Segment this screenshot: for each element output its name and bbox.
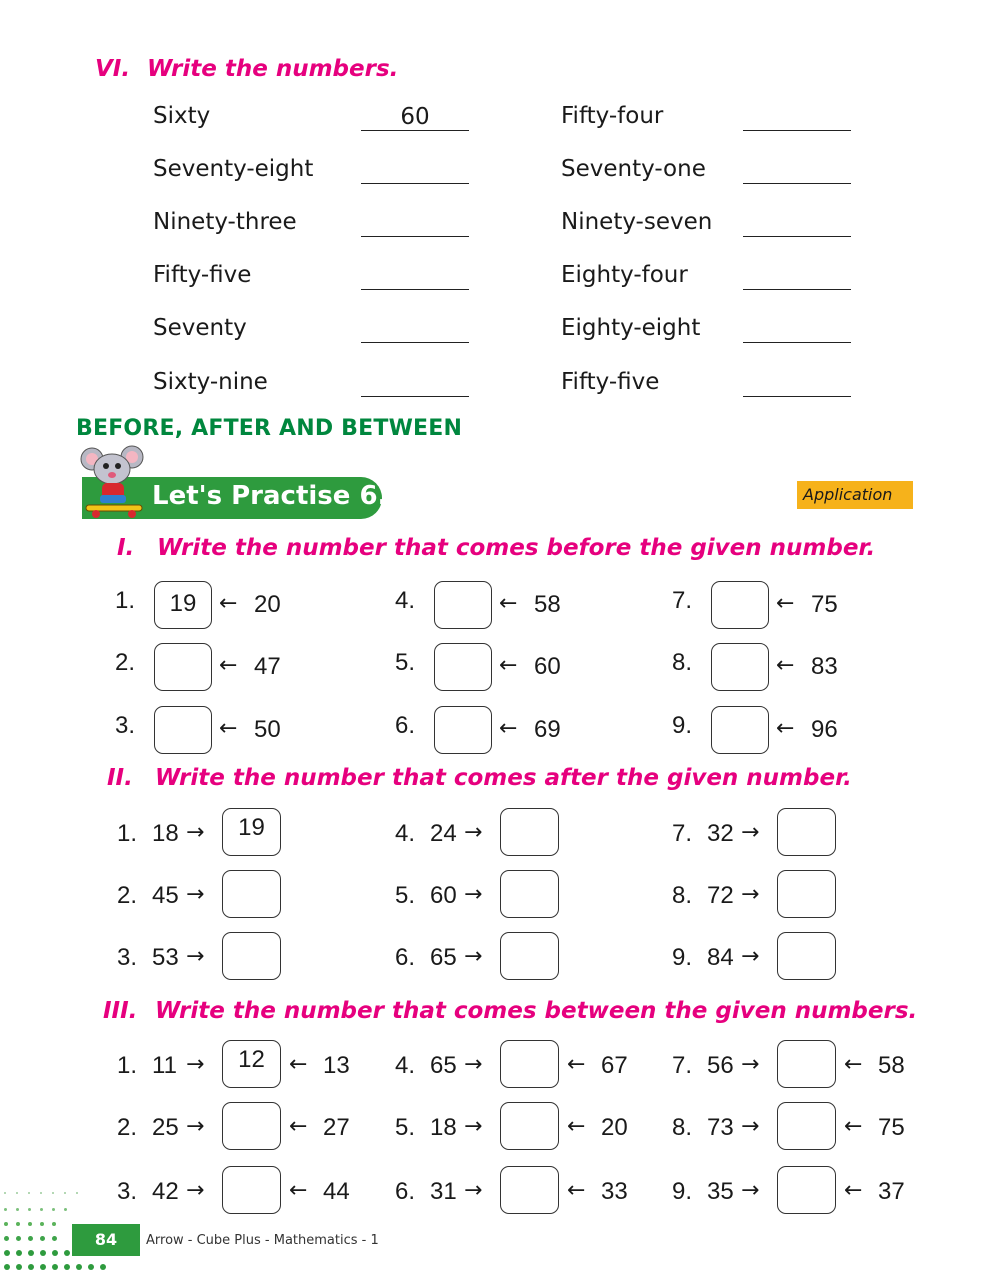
- given-number: 45: [152, 882, 179, 909]
- item-number: 6.: [395, 944, 416, 971]
- first-number: 56: [707, 1052, 734, 1079]
- decoration-dot: [52, 1192, 54, 1194]
- answer-box[interactable]: [500, 1040, 559, 1088]
- answer-blank[interactable]: [361, 263, 469, 290]
- given-number: 32: [707, 820, 734, 847]
- right-arrow-icon: →: [741, 1178, 760, 1203]
- section-iii-instruction: Write the number that comes between the given numbers.: [155, 998, 918, 1024]
- answer-box[interactable]: 19: [154, 581, 212, 629]
- decoration-dot: [16, 1250, 22, 1256]
- answer-box[interactable]: [222, 1166, 281, 1214]
- number-word: Sixty-nine: [153, 369, 268, 395]
- section-i-instruction: Write the number that comes before the given number.: [157, 535, 876, 561]
- decoration-dot: [64, 1264, 70, 1270]
- given-number: 84: [707, 944, 734, 971]
- number-word: Sixty: [153, 103, 211, 129]
- answer-blank[interactable]: [743, 157, 851, 184]
- answer-box[interactable]: [154, 706, 212, 754]
- item-number: 3.: [117, 1178, 138, 1205]
- item-number: 2.: [117, 1114, 138, 1141]
- right-arrow-icon: →: [186, 1178, 205, 1203]
- decoration-dot: [52, 1264, 58, 1270]
- decoration-dot: [16, 1222, 20, 1226]
- first-number: 25: [152, 1114, 179, 1141]
- answer-box[interactable]: [500, 1102, 559, 1150]
- decoration-dot: [4, 1208, 7, 1211]
- item-number: 8.: [672, 1114, 693, 1141]
- decoration-dot: [16, 1236, 21, 1241]
- item-number: 1.: [117, 820, 138, 847]
- item-number: 8.: [672, 649, 693, 676]
- given-number: 24: [430, 820, 457, 847]
- decoration-dot: [28, 1222, 32, 1226]
- section-ii-heading: [107, 765, 852, 791]
- given-number: 83: [811, 653, 838, 680]
- decoration-dot: [4, 1250, 10, 1256]
- number-word: Ninety-seven: [561, 209, 713, 235]
- right-arrow-icon: →: [464, 820, 483, 845]
- answer-blank[interactable]: [361, 316, 469, 343]
- answer-box[interactable]: [777, 1040, 836, 1088]
- number-word: Fifty-four: [561, 103, 664, 129]
- answer-blank[interactable]: [743, 370, 851, 397]
- right-arrow-icon: →: [186, 820, 205, 845]
- section-iii-heading: [103, 998, 917, 1024]
- section-i-roman: I.: [117, 535, 135, 561]
- given-number: 65: [430, 944, 457, 971]
- decoration-dot: [40, 1250, 46, 1256]
- left-arrow-icon: ←: [567, 1114, 586, 1139]
- decoration-dot: [40, 1236, 45, 1241]
- answer-box[interactable]: [777, 808, 836, 856]
- right-arrow-icon: →: [186, 882, 205, 907]
- item-number: 4.: [395, 587, 416, 614]
- answer-box[interactable]: [434, 706, 492, 754]
- left-arrow-icon: ←: [776, 653, 795, 678]
- right-arrow-icon: →: [464, 944, 483, 969]
- left-arrow-icon: ←: [289, 1052, 308, 1077]
- section-ii-instruction: Write the number that comes after the given number.: [155, 765, 852, 791]
- last-number: 27: [323, 1114, 350, 1141]
- answer-box[interactable]: [777, 1166, 836, 1214]
- right-arrow-icon: →: [741, 1052, 760, 1077]
- left-arrow-icon: ←: [567, 1178, 586, 1203]
- answer-box[interactable]: [500, 870, 559, 918]
- item-number: 3.: [117, 944, 138, 971]
- given-number: 96: [811, 716, 838, 743]
- right-arrow-icon: →: [464, 1178, 483, 1203]
- given-number: 60: [430, 882, 457, 909]
- item-number: 7.: [672, 587, 693, 614]
- given-number: 18: [152, 820, 179, 847]
- decoration-dot: [16, 1192, 18, 1194]
- right-arrow-icon: →: [186, 944, 205, 969]
- left-arrow-icon: ←: [289, 1178, 308, 1203]
- decoration-dot: [4, 1192, 6, 1194]
- item-number: 6.: [395, 1178, 416, 1205]
- decoration-dot: [28, 1264, 34, 1270]
- decoration-dot: [88, 1264, 94, 1270]
- item-number: 5.: [395, 649, 416, 676]
- decoration-dot: [64, 1208, 67, 1211]
- answer-box[interactable]: 19: [222, 808, 281, 856]
- answer-box[interactable]: 12: [222, 1040, 281, 1088]
- item-number: 5.: [395, 882, 416, 909]
- decoration-dot: [4, 1222, 8, 1226]
- book-title: Arrow - Cube Plus - Mathematics - 1: [146, 1233, 379, 1248]
- item-number: 3.: [115, 712, 136, 739]
- decoration-dot: [64, 1250, 70, 1256]
- given-number: 75: [811, 591, 838, 618]
- first-number: 31: [430, 1178, 457, 1205]
- topic-title: BEFORE, AFTER AND BETWEEN: [76, 416, 463, 441]
- first-number: 73: [707, 1114, 734, 1141]
- left-arrow-icon: ←: [289, 1114, 308, 1139]
- left-arrow-icon: ←: [844, 1114, 863, 1139]
- decoration-dot: [64, 1192, 66, 1194]
- right-arrow-icon: →: [464, 1114, 483, 1139]
- left-arrow-icon: ←: [219, 591, 238, 616]
- application-tag-label: Application: [803, 485, 893, 504]
- first-number: 42: [152, 1178, 179, 1205]
- section-vi-heading: [95, 56, 398, 82]
- right-arrow-icon: →: [464, 882, 483, 907]
- item-number: 9.: [672, 1178, 693, 1205]
- first-number: 65: [430, 1052, 457, 1079]
- number-word: Fifty-five: [561, 369, 660, 395]
- decoration-dot: [76, 1192, 78, 1194]
- answer-box[interactable]: [222, 870, 281, 918]
- right-arrow-icon: →: [741, 882, 760, 907]
- given-number: 58: [534, 591, 561, 618]
- item-number: 4.: [395, 1052, 416, 1079]
- number-word: Fifty-five: [153, 262, 252, 288]
- last-number: 13: [323, 1052, 350, 1079]
- answer-box[interactable]: [711, 581, 769, 629]
- left-arrow-icon: ←: [499, 591, 518, 616]
- given-number: 50: [254, 716, 281, 743]
- last-number: 75: [878, 1114, 905, 1141]
- number-word: Seventy-one: [561, 156, 706, 182]
- last-number: 67: [601, 1052, 628, 1079]
- right-arrow-icon: →: [186, 1114, 205, 1139]
- answer-box[interactable]: [500, 808, 559, 856]
- decoration-dot: [76, 1264, 82, 1270]
- answer-blank[interactable]: [743, 210, 851, 237]
- item-number: 7.: [672, 1052, 693, 1079]
- decoration-dot: [28, 1236, 33, 1241]
- section-iii-roman: III.: [103, 998, 138, 1024]
- number-word: Seventy: [153, 315, 247, 341]
- item-number: 5.: [395, 1114, 416, 1141]
- answer-box[interactable]: [711, 706, 769, 754]
- first-number: 18: [430, 1114, 457, 1141]
- answer-blank[interactable]: [743, 316, 851, 343]
- left-arrow-icon: ←: [776, 591, 795, 616]
- left-arrow-icon: ←: [844, 1178, 863, 1203]
- answer-box[interactable]: [500, 932, 559, 980]
- answer-blank[interactable]: [743, 263, 851, 290]
- last-number: 58: [878, 1052, 905, 1079]
- given-number: 72: [707, 882, 734, 909]
- decoration-dot: [40, 1192, 42, 1194]
- decoration-dot: [16, 1264, 22, 1270]
- left-arrow-icon: ←: [499, 716, 518, 741]
- given-number: 60: [534, 653, 561, 680]
- decoration-dot: [28, 1192, 30, 1194]
- practice-title: Let's Practise 6.3: [152, 481, 406, 511]
- section-vi-roman: VI.: [95, 56, 131, 82]
- decoration-dot: [40, 1208, 43, 1211]
- right-arrow-icon: →: [741, 944, 760, 969]
- decoration-dot: [28, 1250, 34, 1256]
- item-number: 8.: [672, 882, 693, 909]
- answer-box[interactable]: [222, 932, 281, 980]
- left-arrow-icon: ←: [776, 716, 795, 741]
- last-number: 20: [601, 1114, 628, 1141]
- decoration-dot: [4, 1264, 10, 1270]
- last-number: 37: [878, 1178, 905, 1205]
- decoration-dot: [40, 1264, 46, 1270]
- left-arrow-icon: ←: [219, 653, 238, 678]
- first-number: 35: [707, 1178, 734, 1205]
- item-number: 9.: [672, 944, 693, 971]
- section-i-heading: [117, 535, 875, 561]
- decoration-dot: [52, 1250, 58, 1256]
- answer-blank[interactable]: [361, 370, 469, 397]
- right-arrow-icon: →: [741, 1114, 760, 1139]
- right-arrow-icon: →: [464, 1052, 483, 1077]
- item-number: 1.: [117, 1052, 138, 1079]
- number-word: Ninety-three: [153, 209, 297, 235]
- right-arrow-icon: →: [741, 820, 760, 845]
- section-ii-roman: II.: [107, 765, 133, 791]
- item-number: 9.: [672, 712, 693, 739]
- number-word: Eighty-four: [561, 262, 688, 288]
- left-arrow-icon: ←: [567, 1052, 586, 1077]
- answer-box[interactable]: [777, 932, 836, 980]
- decoration-dot: [28, 1208, 31, 1211]
- answer-box[interactable]: [434, 581, 492, 629]
- answer-blank[interactable]: [361, 210, 469, 237]
- answer-box[interactable]: [777, 870, 836, 918]
- answer-blank[interactable]: [361, 157, 469, 184]
- given-number: 53: [152, 944, 179, 971]
- answer-box[interactable]: [711, 643, 769, 691]
- number-word: Eighty-eight: [561, 315, 701, 341]
- answer-box[interactable]: [777, 1102, 836, 1150]
- item-number: 1.: [115, 587, 136, 614]
- answer-box[interactable]: [154, 643, 212, 691]
- given-number: 69: [534, 716, 561, 743]
- item-number: 6.: [395, 712, 416, 739]
- answer-box[interactable]: [434, 643, 492, 691]
- decoration-dot: [100, 1264, 106, 1270]
- decoration-dot: [52, 1222, 56, 1226]
- decoration-dot: [4, 1236, 9, 1241]
- left-arrow-icon: ←: [219, 716, 238, 741]
- item-number: 2.: [117, 882, 138, 909]
- mouse-mascot-icon: [78, 443, 150, 519]
- decoration-dot: [52, 1208, 55, 1211]
- decoration-dot: [52, 1236, 57, 1241]
- section-vi-instruction: Write the numbers.: [147, 56, 399, 82]
- answer-blank[interactable]: [743, 104, 851, 131]
- first-number: 11: [152, 1052, 177, 1079]
- decoration-dot: [40, 1222, 44, 1226]
- right-arrow-icon: →: [186, 1052, 205, 1077]
- answer-blank[interactable]: 60: [361, 104, 469, 131]
- last-number: 33: [601, 1178, 628, 1205]
- item-number: 7.: [672, 820, 693, 847]
- last-number: 44: [323, 1178, 350, 1205]
- item-number: 2.: [115, 649, 136, 676]
- item-number: 4.: [395, 820, 416, 847]
- answer-box[interactable]: [500, 1166, 559, 1214]
- page-number: 84: [72, 1224, 140, 1256]
- left-arrow-icon: ←: [499, 653, 518, 678]
- number-word: Seventy-eight: [153, 156, 314, 182]
- left-arrow-icon: ←: [844, 1052, 863, 1077]
- given-number: 20: [254, 591, 281, 618]
- given-number: 47: [254, 653, 281, 680]
- answer-box[interactable]: [222, 1102, 281, 1150]
- decoration-dot: [16, 1208, 19, 1211]
